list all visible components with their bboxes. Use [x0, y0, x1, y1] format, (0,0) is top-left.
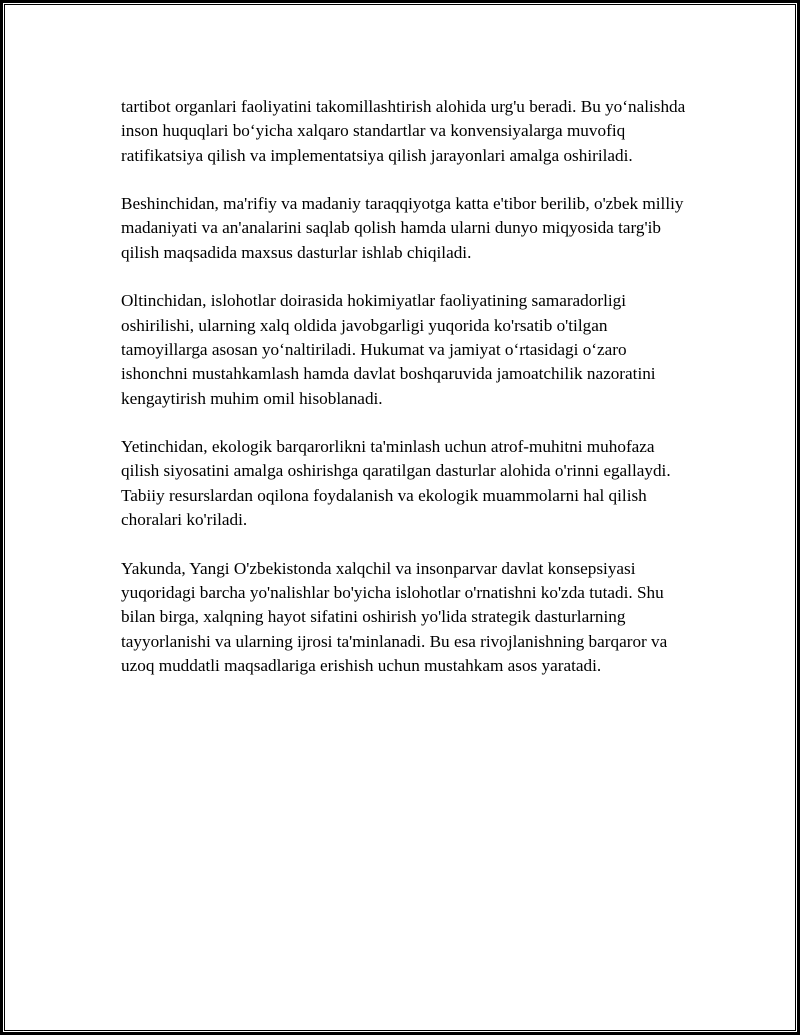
paragraph-fifth: Beshinchidan, ma'rifiy va madaniy taraqqiyotga katta e'tibor berilib, o'zbek milliy madaniyati va an'analarini saqlab qolish hamda ularni dunyo miqyosida targ'ib qilish maqsadida maxsus dasturlar ishlab chiqiladi.	[121, 194, 684, 262]
document-body	[121, 95, 696, 678]
paragraph-seventh: Yetinchidan, ekologik barqarorlikni ta'minlash uchun atrof-muhitni muhofaza qilish siyosatini amalga oshirishga qaratilgan dasturlar alohida o'rinni egallaydi. Tabiiy resurslardan oqilona foydalanish va ekologik muammolarni hal qilish choralari ko'riladi.	[121, 437, 671, 530]
paragraph-sixth: Oltinchidan, islohotlar doirasida hokimiyatlar faoliyatining samaradorligi oshirilishi, ularning xalq oldida javobgarligi yuqorida ko'rsatib o'tilgan tamoyillarga asosan yo‘naltiriladi. Hukumat va jamiyat o‘rtasidagi o‘zaro ishonchni mustahkamlash hamda davlat boshqaruvida jamoatchilik nazoratini kengaytirish muhim omil hisoblanadi.	[121, 291, 656, 408]
paragraph-continuation: tartibot organlari faoliyatini takomillashtirish alohida urg'u beradi. Bu yo‘nalishda inson huquqlari bo‘yicha xalqaro standartlar va konvensiyalarga muvofiq ratifikatsiya qilish va implementatsiya qilish jarayonlari amalga oshiriladi.	[121, 97, 686, 165]
paragraph-conclusion: Yakunda, Yangi O'zbekistonda xalqchil va insonparvar davlat konsepsiyasi yuqoridagi barcha yo'nalishlar bo'yicha islohotlar o'rnatishni ko'zda tutadi. Shu bilan birga, xalqning hayot sifatini oshirish yo'lida strategik dasturlarning tayyorlanishi va ularning ijrosi ta'minlanadi. Bu esa rivojlanishning barqaror va uzoq muddatli maqsadlariga erishish uchun mustahkam asos yaratadi.	[121, 558, 668, 675]
